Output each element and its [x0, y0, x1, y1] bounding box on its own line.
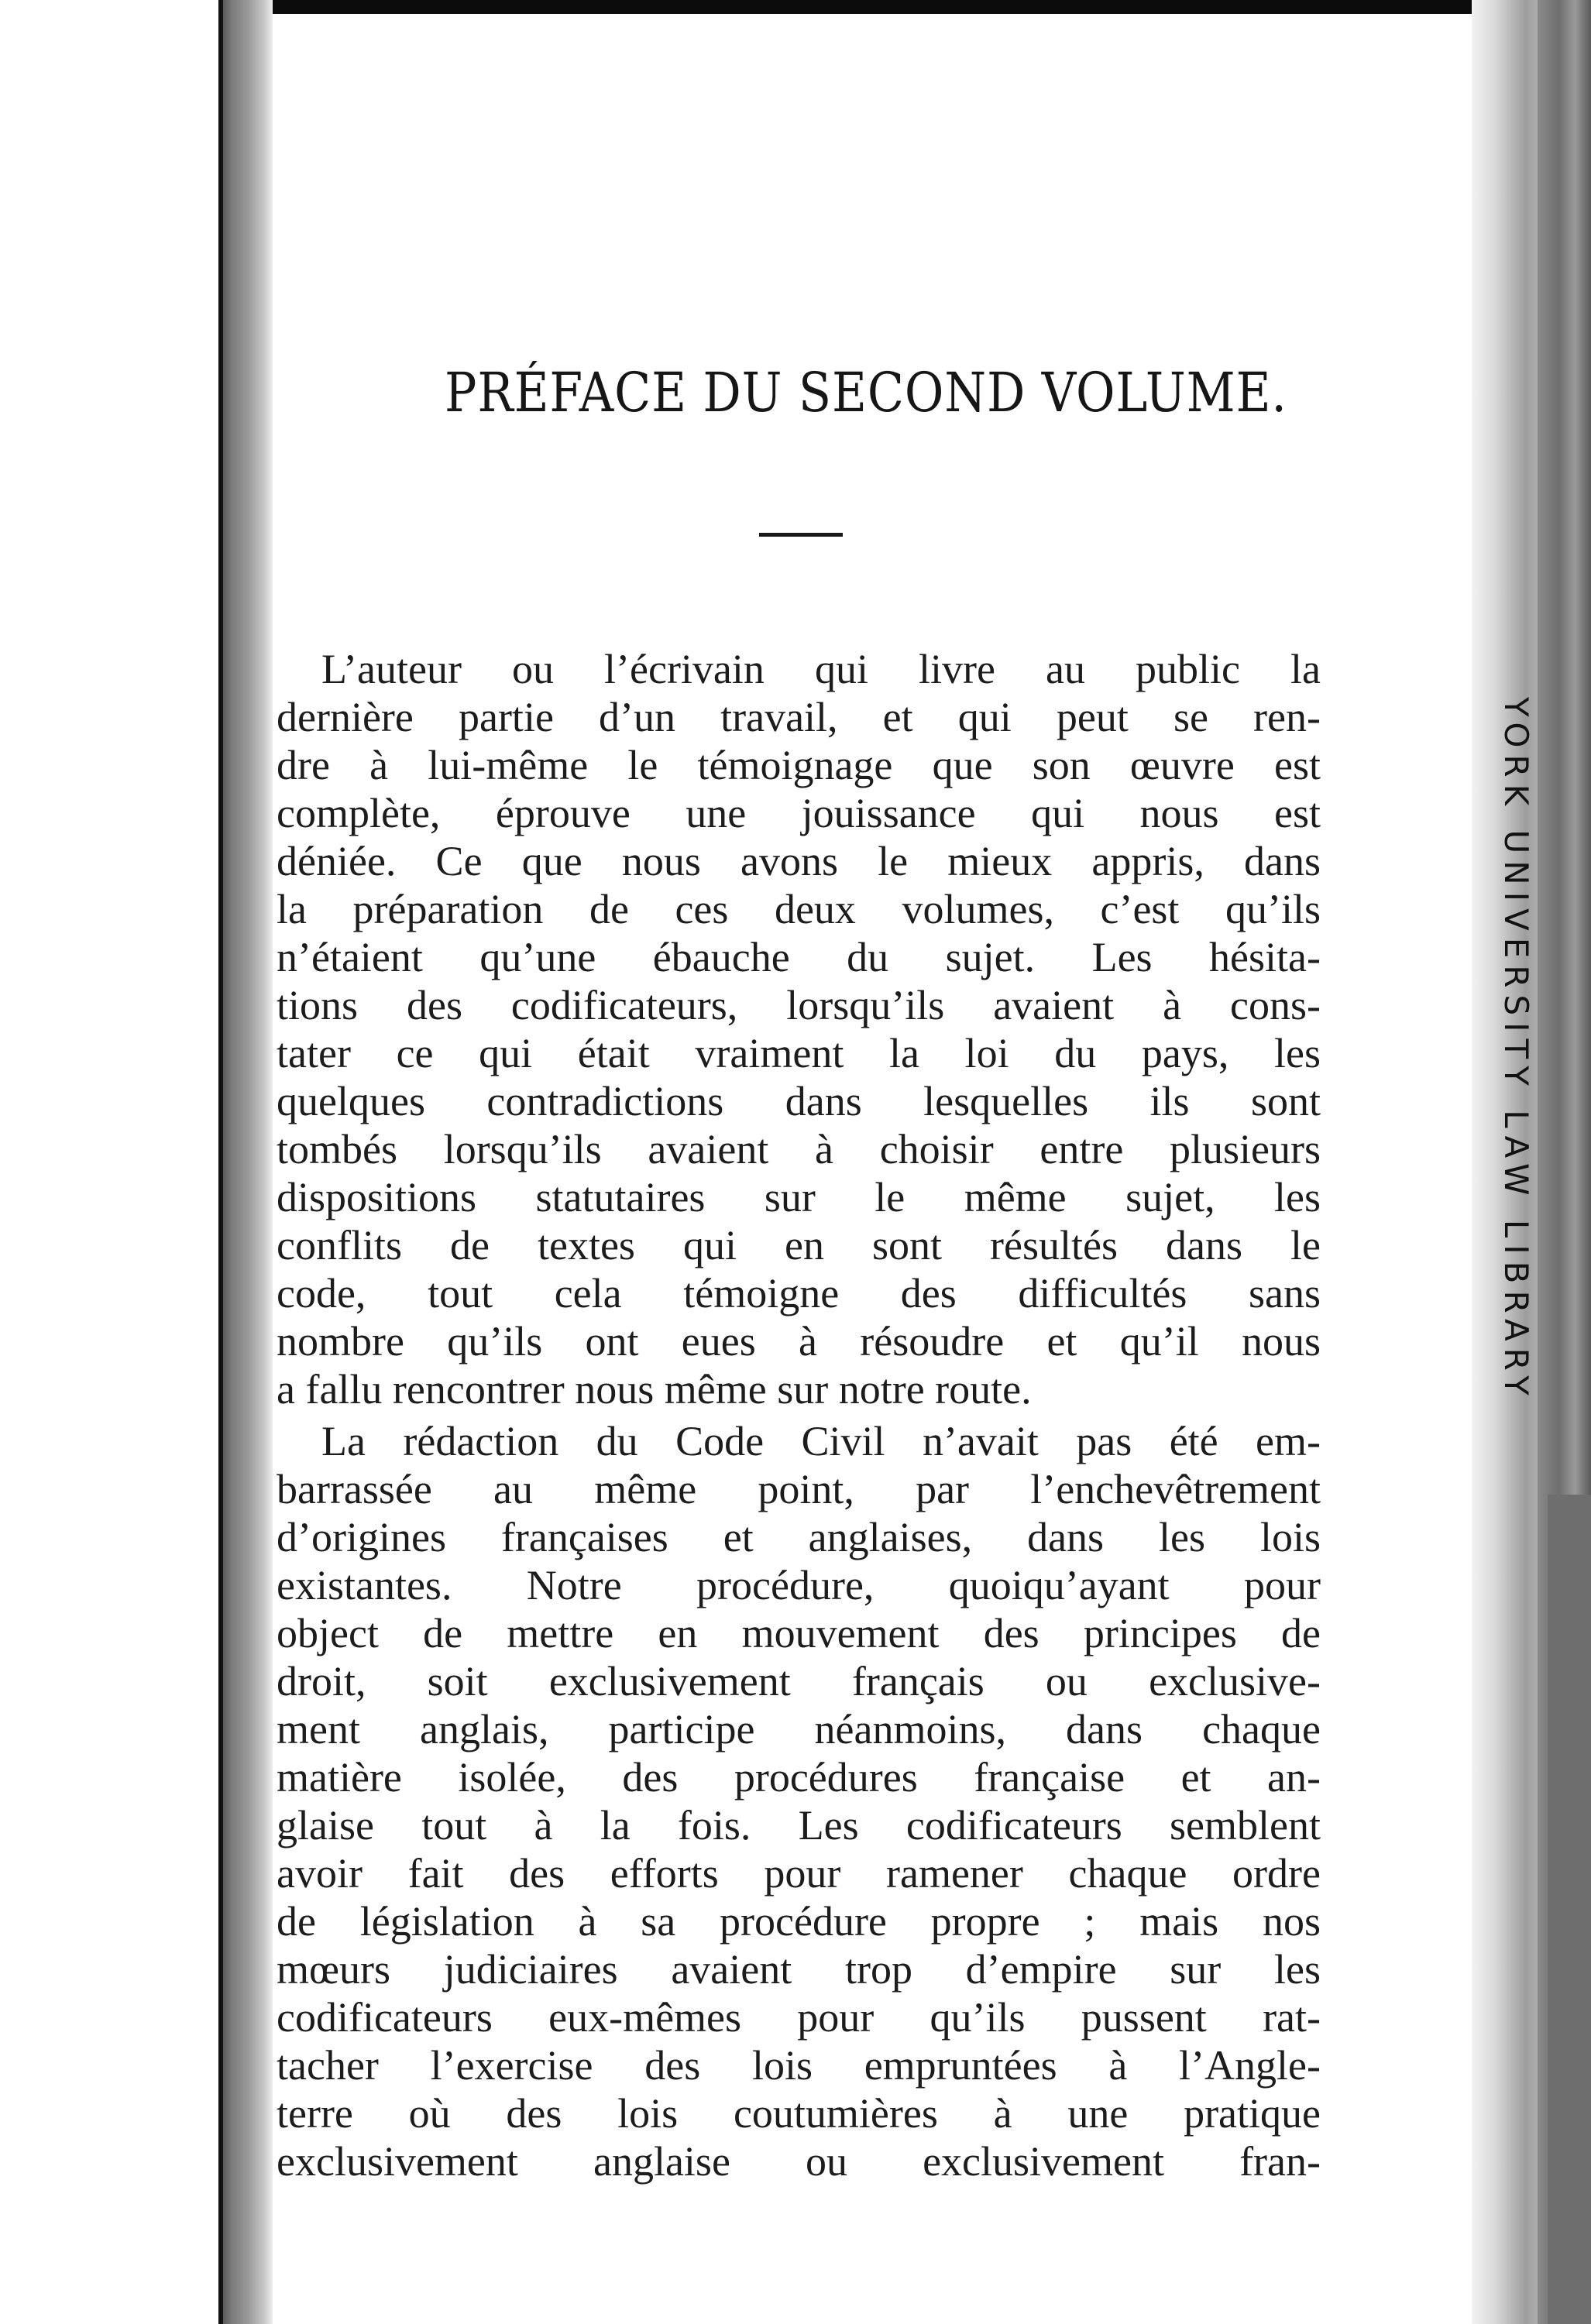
text-line: déniée. Ce que nous avons le mieux appris, dans [277, 838, 1321, 884]
text-line: a fallu rencontrer nous même sur notre route. [277, 1366, 1032, 1413]
text-line: La rédaction du Code Civil n’avait pas été em- [321, 1418, 1321, 1464]
binding-edge [218, 0, 223, 2324]
text-line: dre à lui-même le témoignage que son œuvre est [277, 742, 1321, 788]
body-text [273, 14, 1472, 2324]
binding-gutter [218, 0, 273, 2324]
text-line: droit, soit exclusivement français ou exclusive- [277, 1658, 1321, 1704]
text-line: ment anglais, participe néanmoins, dans chaque [277, 1706, 1321, 1752]
text-line: object de mettre en mouvement des principes de [277, 1610, 1321, 1656]
text-line: avoir fait des efforts pour ramener chaque ordre [277, 1850, 1321, 1897]
text-line: barrassée au même point, par l’enchevêtrement [277, 1466, 1321, 1512]
text-line: existantes. Notre procédure, quoiqu’ayant pour [277, 1562, 1321, 1608]
text-line: terre où des lois coutumières à une pratique [277, 2090, 1321, 2137]
text-line: tions des codificateurs, lorsqu’ils avaient à cons- [277, 982, 1321, 1028]
text-line: d’origines françaises et anglaises, dans les lois [277, 1514, 1321, 1560]
text-line: codificateurs eux-mêmes pour qu’ils pussent rat- [277, 1994, 1321, 2041]
library-label: YORK UNIVERSITY LAW LIBRARY [1497, 697, 1535, 1402]
text-line: quelques contradictions dans lesquelles ils sont [277, 1078, 1321, 1124]
book-page [273, 14, 1472, 2324]
text-line: tacher l’exercise des lois empruntées à l’Angle- [277, 2042, 1321, 2089]
text-line: exclusivement anglaise ou exclusivement fran- [277, 2138, 1321, 2185]
scan-top-edge [218, 0, 1591, 14]
text-line: complète, éprouve une jouissance qui nous est [277, 790, 1321, 836]
text-line: L’auteur ou l’écrivain qui livre au public la [321, 646, 1321, 692]
text-line: dernière partie d’un travail, et qui peut se ren- [277, 694, 1321, 740]
text-line: matière isolée, des procédures française et an- [277, 1754, 1321, 1800]
text-line: tombés lorsqu’ils avaient à choisir entre plusieurs [277, 1126, 1321, 1172]
text-line: glaise tout à la fois. Les codificateurs semblent [277, 1802, 1321, 1849]
text-line: de législation à sa procédure propre ; mais nos [277, 1898, 1321, 1945]
text-line: dispositions statutaires sur le même sujet, les [277, 1174, 1321, 1220]
page-title: PRÉFACE DU SECOND VOLUME. [445, 361, 1287, 424]
spine-dark-band [1548, 1495, 1591, 2324]
text-line: tater ce qui était vraiment la loi du pays, les [277, 1030, 1321, 1076]
text-line: code, tout cela témoigne des difficultés sans [277, 1270, 1321, 1316]
text-line: la préparation de ces deux volumes, c’est qu’ils [277, 886, 1321, 932]
text-line: mœurs judiciaires avaient trop d’empire sur les [277, 1946, 1321, 1993]
facing-page-fragment [0, 0, 218, 2324]
text-line: conflits de textes qui en sont résultés dans le [277, 1222, 1321, 1268]
text-line: n’étaient qu’une ébauche du sujet. Les hésita- [277, 934, 1321, 980]
text-line: nombre qu’ils ont eues à résoudre et qu’il nous [277, 1318, 1321, 1365]
